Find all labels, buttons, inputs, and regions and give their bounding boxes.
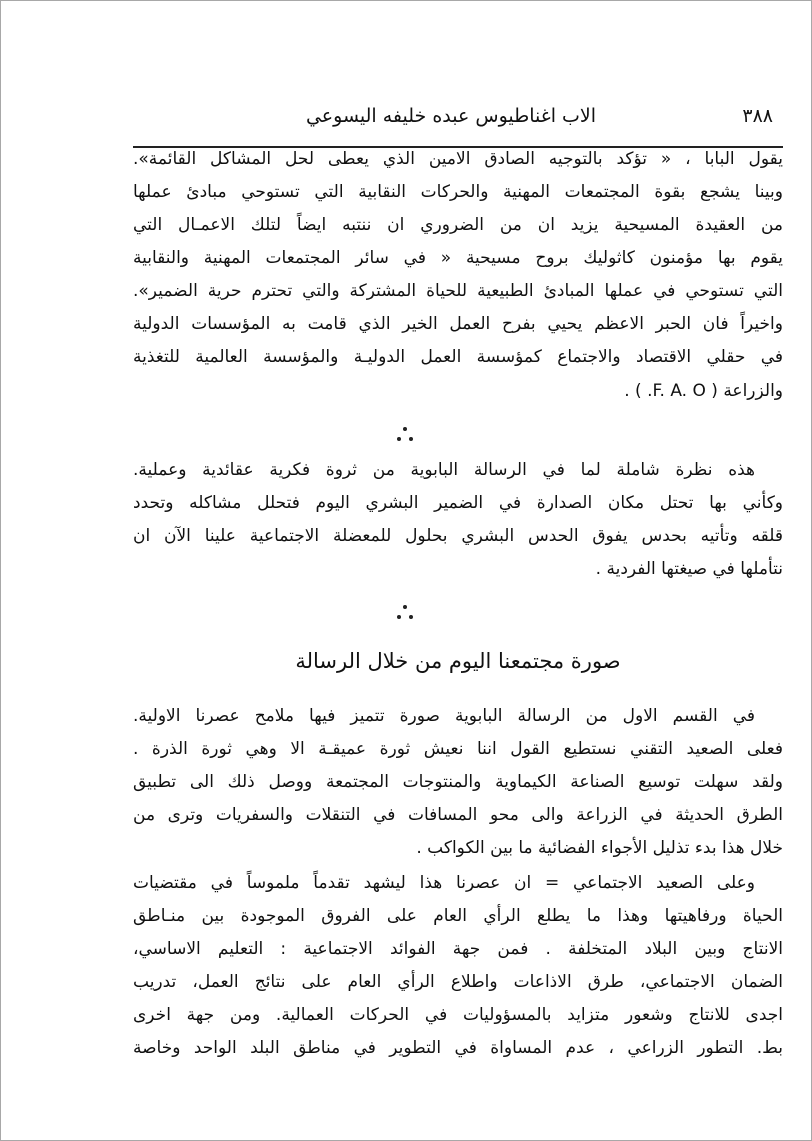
text-line: وبينا يشجع بقوة المجتمعات المهنية والحركات النقابية التي تستوحي مبادئ عملها — [133, 182, 783, 202]
text-line: في القسم الاول من الرسالة البابوية صورة تتميز فيها ملامح عصرنا الاولية. — [133, 706, 755, 726]
text-line: ولقد سهلت توسيع الصناعة الكيماوية والمنتوجات المجتمعة ووصل ذلك الى تطبيق — [133, 772, 783, 792]
text-line: قلقه وتأتيه بحدس يفوق الحدس البشري بحلول للمعضلة الاجتماعية علينا الآن ان — [133, 526, 783, 546]
running-title: الاب اغناطيوس عبده خليفه اليسوعي — [305, 105, 597, 127]
text-line: الانتاج وبين البلاد المتخلفة . فمن جهة الفوائد الاجتماعية : التعليم الاساسي، — [133, 939, 783, 959]
text-line: في حقلي الاقتصاد والاجتماع كمؤسسة العمل الدوليـة والمؤسسة العالمية للتغذية — [133, 347, 783, 367]
text-line: يقول البابا ، « تؤكد بالتوجيه الصادق الامين الذي يعطى لحل المشاكل القائمة». — [133, 149, 783, 169]
text-line: وكأني بها تحتل مكان الصدارة في الضمير البشري اليوم فتحلل مشاكله وتحدد — [133, 493, 783, 513]
text-line: يقوم بها مؤمنون كاثوليك بروح مسيحية « في سائر المجتمعات المهنية والنقابية — [133, 248, 783, 268]
text-line: وعلى الصعيد الاجتماعي = ان عصرنا هذا ليشهد تقدماً ملموساً في مقتضيات — [133, 873, 755, 893]
text-line: خلال هذا بدء تذليل الأجواء الفضائية ما بين الكواكب . — [416, 838, 783, 858]
text-line: فعلى الصعيد التقني نستطيع القول اننا نعيش ثورة عميقـة الا وهي ثورة الذرة . — [133, 739, 783, 759]
text-line: من العقيدة المسيحية يزيد ان من الضروري ان ننتبه ايضاً لتلك الاعمـال التي — [133, 215, 783, 235]
text-line: التي تستوحي في عملها المبادئ الطبيعية للحياة المشتركة والتي تحترم حرية الضمير». — [133, 281, 783, 301]
section-divider-dots — [393, 605, 417, 625]
text-line: واخيراً فان الحبر الاعظم يحيي بفرح العمل الخير الذي قامت به المؤسسات الدولية — [133, 314, 783, 334]
section-heading: صورة مجتمعنا اليوم من خلال الرسالة — [295, 649, 621, 673]
page-number: ٣٨٨ — [742, 105, 773, 127]
text-line: الطرق الحديثة في الزراعة والى محو المسافات في التنقلات والسفريات وترى من — [133, 805, 783, 825]
text-line: اجدى للانتاج وشعور متزايد بالمسؤوليات في الحركات العمالية. ومن جهة اخرى — [133, 1005, 783, 1025]
text-line: هذه نظرة شاملة لما في الرسالة البابوية من ثروة فكرية عقائدية وعملية. — [133, 460, 755, 480]
text-line: بط. التطور الزراعي ، عدم المساواة في التطوير في مناطق البلد الواحد وخاصة — [133, 1038, 783, 1058]
section-divider-dots — [393, 427, 417, 447]
text-line: الحياة ورفاهيتها وهذا ما يطلع الرأي العام على الفروق الموجودة بين منـاطق — [133, 906, 783, 926]
text-line: نتأملها في صيغتها الفردية . — [595, 559, 783, 579]
text-line: الضمان الاجتماعي، طرق الاذاعات واطلاع الرأي العام على نتائج العمل، تدريب — [133, 972, 783, 992]
text-line: والزراعة ( F. A. O. ) . — [624, 381, 783, 401]
